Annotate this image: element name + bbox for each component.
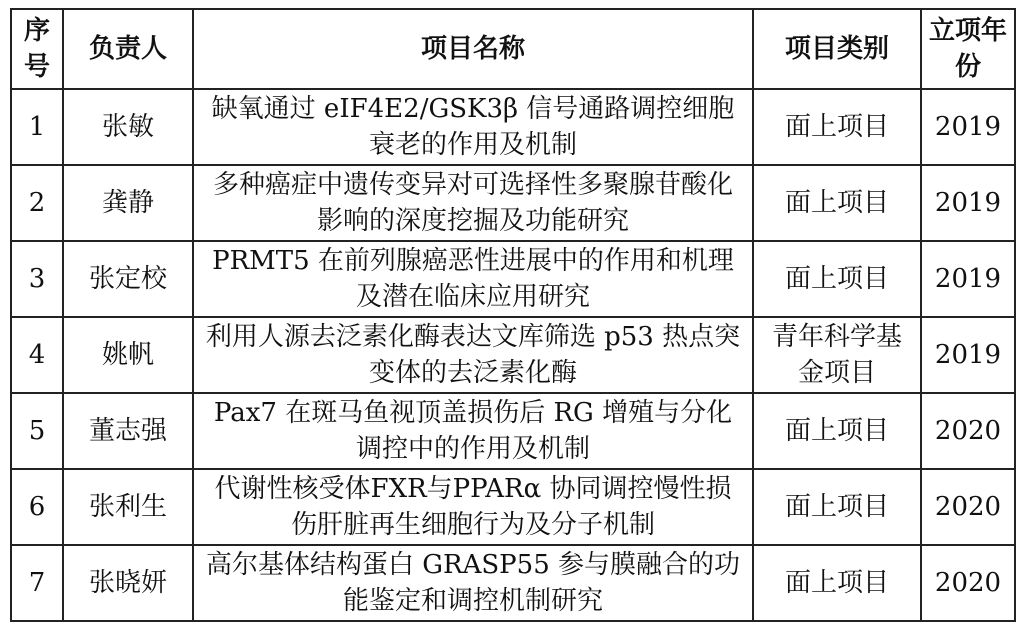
table-row [11,89,1015,165]
cell-year: 2019 [921,89,1015,165]
project-table-wrapper [10,8,1014,620]
cell-title: Pax7 在斑马鱼视顶盖损伤后 RG 增殖与分化调控中的作用及机制 [193,393,753,469]
cell-no: 7 [11,545,63,621]
cell-lead: 张定校 [63,241,193,317]
cell-no: 4 [11,317,63,393]
cell-no: 6 [11,469,63,545]
cell-title: 代谢性核受体FXR与PPARα 协同调控慢性损伤肝脏再生细胞行为及分子机制 [193,469,753,545]
cell-title: 多种癌症中遗传变异对可选择性多聚腺苷酸化影响的深度挖掘及功能研究 [193,165,753,241]
table-row [11,165,1015,241]
cell-year: 2019 [921,241,1015,317]
cell-lead: 张敏 [63,89,193,165]
cell-type: 青年科学基金项目 [753,317,921,393]
header-no: 序号 [11,9,63,89]
cell-type: 面上项目 [753,393,921,469]
table-row [11,469,1015,545]
cell-lead: 张晓妍 [63,545,193,621]
cell-type: 面上项目 [753,241,921,317]
cell-no: 5 [11,393,63,469]
header-title: 项目名称 [193,9,753,89]
cell-no: 2 [11,165,63,241]
cell-no: 1 [11,89,63,165]
cell-type: 面上项目 [753,89,921,165]
cell-title: 利用人源去泛素化酶表达文库筛选 p53 热点突变体的去泛素化酶 [193,317,753,393]
header-type: 项目类别 [753,9,921,89]
cell-lead: 张利生 [63,469,193,545]
table-row [11,393,1015,469]
cell-year: 2019 [921,317,1015,393]
cell-year: 2019 [921,165,1015,241]
cell-title: 高尔基体结构蛋白 GRASP55 参与膜融合的功能鉴定和调控机制研究 [193,545,753,621]
cell-lead: 龚静 [63,165,193,241]
table-row [11,545,1015,621]
cell-title: PRMT5 在前列腺癌恶性进展中的作用和机理及潜在临床应用研究 [193,241,753,317]
cell-lead: 姚帆 [63,317,193,393]
cell-type: 面上项目 [753,545,921,621]
cell-no: 3 [11,241,63,317]
table-row [11,317,1015,393]
cell-year: 2020 [921,545,1015,621]
cell-lead: 董志强 [63,393,193,469]
project-table [10,8,1016,622]
cell-year: 2020 [921,393,1015,469]
table-row [11,241,1015,317]
header-year: 立项年份 [921,9,1015,89]
cell-title: 缺氧通过 eIF4E2/GSK3β 信号通路调控细胞衰老的作用及机制 [193,89,753,165]
cell-year: 2020 [921,469,1015,545]
table-header-row [11,9,1015,89]
cell-type: 面上项目 [753,165,921,241]
cell-type: 面上项目 [753,469,921,545]
header-lead: 负责人 [63,9,193,89]
